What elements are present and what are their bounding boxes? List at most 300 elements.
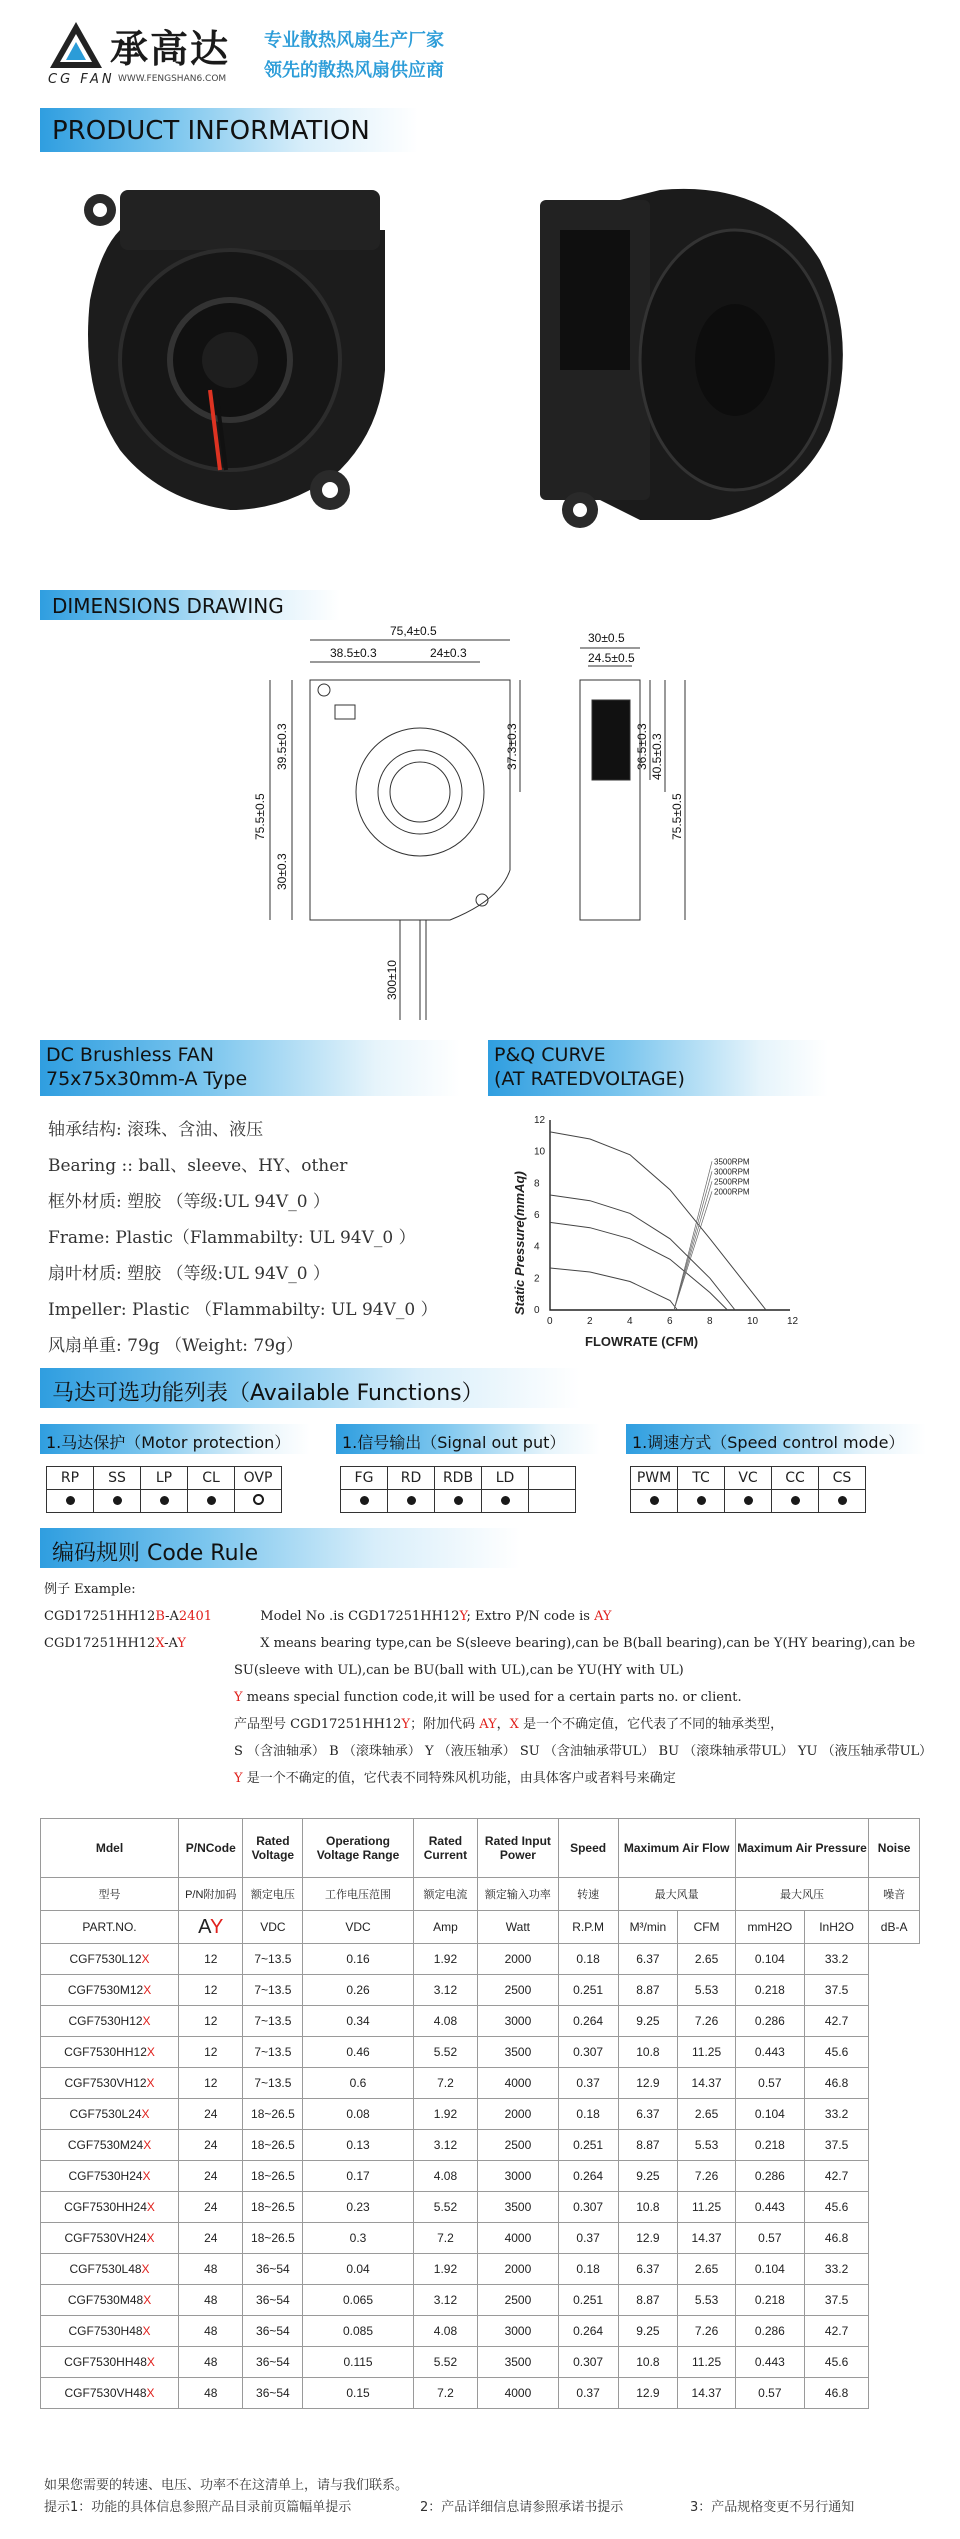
model-cell bbox=[41, 2347, 179, 2378]
unit-cell: VDC bbox=[243, 1911, 303, 1944]
y-tick-label: 0 bbox=[534, 1305, 540, 1316]
function-mark-cell bbox=[188, 1490, 235, 1513]
fan-side-photo bbox=[520, 170, 860, 550]
table-cell: 0.37 bbox=[558, 2068, 618, 2099]
table-cell: 7.26 bbox=[678, 2161, 736, 2192]
table-cell: 0.443 bbox=[735, 2037, 804, 2068]
table-cell: 46.8 bbox=[804, 2223, 868, 2254]
table-cell: 0.307 bbox=[558, 2347, 618, 2378]
header-cn-cell: 转速 bbox=[558, 1878, 618, 1911]
spec-weight: 风扇单重: 79g （Weight: 79g） bbox=[48, 1336, 303, 1356]
table-row bbox=[41, 2223, 920, 2254]
model-cell bbox=[41, 2099, 179, 2130]
code-x: X bbox=[155, 1636, 165, 1651]
function-code: RP bbox=[47, 1467, 94, 1490]
table-cell: 37.5 bbox=[804, 2285, 868, 2316]
table-cell: 0.264 bbox=[558, 2161, 618, 2192]
table-cell: 5.52 bbox=[413, 2347, 477, 2378]
table-cell: 2.65 bbox=[678, 1944, 736, 1975]
function-code: RDB bbox=[435, 1467, 482, 1490]
table-cell: 0.104 bbox=[735, 2099, 804, 2130]
table-cell: 0.218 bbox=[735, 2130, 804, 2161]
spec-bearing-en: Bearing :: ball、sleeve、HY、other bbox=[48, 1156, 348, 1176]
function-mark-row bbox=[341, 1490, 576, 1513]
filled-dot-icon bbox=[160, 1496, 169, 1505]
table-cell: 6.37 bbox=[618, 2099, 678, 2130]
table-cell: 0.04 bbox=[303, 2254, 413, 2285]
function-mark-cell bbox=[435, 1490, 482, 1513]
table-cell: 2500 bbox=[478, 2285, 559, 2316]
function-table-motor-protection bbox=[46, 1466, 282, 1513]
table-cell: 0.23 bbox=[303, 2192, 413, 2223]
table-cell: 45.6 bbox=[804, 2192, 868, 2223]
website-url: WWW.FENGSHAN6.COM bbox=[118, 74, 227, 84]
function-mark-cell bbox=[341, 1490, 388, 1513]
model-name: CGF7530H24 bbox=[68, 2169, 143, 2183]
filled-dot-icon bbox=[407, 1496, 416, 1505]
function-code: SS bbox=[94, 1467, 141, 1490]
table-cell: 0.286 bbox=[735, 2161, 804, 2192]
table-cell: 36~54 bbox=[243, 2347, 303, 2378]
y-tick-label: 8 bbox=[534, 1178, 540, 1190]
table-cell: 42.7 bbox=[804, 2006, 868, 2037]
section-dimensions bbox=[40, 590, 340, 620]
table-cell: 5.52 bbox=[413, 2192, 477, 2223]
code-text: Model No .is CGD17251HH12 bbox=[260, 1609, 460, 1624]
header-cn-cell: 型号 bbox=[41, 1878, 179, 1911]
table-cell: 12.9 bbox=[618, 2378, 678, 2409]
table-cell: 0.13 bbox=[303, 2130, 413, 2161]
header-cell: Maximum Air Flow bbox=[618, 1819, 735, 1878]
model-cell bbox=[41, 2223, 179, 2254]
y-tick-label: 6 bbox=[534, 1210, 540, 1221]
series-line-2000rpm bbox=[550, 1268, 677, 1310]
function-code: LD bbox=[482, 1467, 529, 1490]
table-cell: 12 bbox=[179, 2037, 243, 2068]
model-name: CGF7530L48 bbox=[69, 2262, 142, 2276]
filled-dot-icon bbox=[113, 1496, 122, 1505]
table-cell: 10.8 bbox=[618, 2347, 678, 2378]
model-cell bbox=[41, 2161, 179, 2192]
footer-note: 如果您需要的转速、电压、功率不在这清单上，请与我们联系。 bbox=[44, 2478, 409, 2493]
table-cell: 0.17 bbox=[303, 2161, 413, 2192]
table-cell: 3500 bbox=[478, 2192, 559, 2223]
table-cell: 24 bbox=[179, 2161, 243, 2192]
table-cell: 0.218 bbox=[735, 2285, 804, 2316]
table-cell: 48 bbox=[179, 2316, 243, 2347]
x-tick-label: 12 bbox=[787, 1316, 799, 1327]
table-row bbox=[41, 2068, 920, 2099]
table-cell: 4.08 bbox=[413, 2161, 477, 2192]
code-y: Y bbox=[234, 1771, 243, 1786]
table-cell: 8.87 bbox=[618, 2130, 678, 2161]
table-cell: 0.26 bbox=[303, 1975, 413, 2006]
table-cell: 0.065 bbox=[303, 2285, 413, 2316]
header-cell: P/NCode bbox=[179, 1819, 243, 1878]
function-mark-cell bbox=[725, 1490, 772, 1513]
model-cell bbox=[41, 2192, 179, 2223]
table-cell: 2000 bbox=[478, 1944, 559, 1975]
code-text: ， bbox=[496, 1717, 510, 1732]
function-mark-cell bbox=[388, 1490, 435, 1513]
table-cell: 24 bbox=[179, 2223, 243, 2254]
table-row bbox=[41, 2378, 920, 2409]
model-suffix: X bbox=[143, 2138, 152, 2152]
table-cell: 0.18 bbox=[558, 1944, 618, 1975]
model-cell bbox=[41, 2006, 179, 2037]
table-row bbox=[41, 2099, 920, 2130]
header-cell: Rated Voltage bbox=[243, 1819, 303, 1878]
function-group-motor-protection bbox=[40, 1424, 310, 1454]
table-cell: 0.08 bbox=[303, 2099, 413, 2130]
y-tick-label: 12 bbox=[534, 1115, 546, 1126]
spec-impeller-en: Impeller: Plastic （Flammabilty: UL 94V_0 ） bbox=[48, 1300, 438, 1320]
model-cell bbox=[41, 1975, 179, 2006]
table-cell: 0.15 bbox=[303, 2378, 413, 2409]
table-cell: 7.26 bbox=[678, 2006, 736, 2037]
section-code-rule bbox=[40, 1528, 520, 1568]
table-cell: 3.12 bbox=[413, 2285, 477, 2316]
table-cell: 5.53 bbox=[678, 2130, 736, 2161]
table-cell: 11.25 bbox=[678, 2192, 736, 2223]
table-cell: 1.92 bbox=[413, 2099, 477, 2130]
model-suffix: X bbox=[141, 2107, 150, 2121]
code-desc-3 bbox=[44, 1684, 924, 1711]
table-cell: 48 bbox=[179, 2378, 243, 2409]
filled-dot-icon bbox=[791, 1496, 800, 1505]
table-cell: 7~13.5 bbox=[243, 1944, 303, 1975]
table-cell: 45.6 bbox=[804, 2037, 868, 2068]
table-cell: 36~54 bbox=[243, 2254, 303, 2285]
function-group-signal-output bbox=[336, 1424, 600, 1454]
table-cell: 18~26.5 bbox=[243, 2099, 303, 2130]
table-cell: 9.25 bbox=[618, 2006, 678, 2037]
code-desc-4 bbox=[44, 1711, 924, 1738]
x-tick-label: 8 bbox=[707, 1316, 713, 1327]
function-mark-cell bbox=[141, 1490, 188, 1513]
function-code-row bbox=[341, 1467, 576, 1490]
table-cell: 0.443 bbox=[735, 2347, 804, 2378]
fan-type-line-1: DC Brushless FAN bbox=[46, 1044, 214, 1066]
dim-label: 38.5±0.3 bbox=[330, 646, 377, 660]
dimensions-drawing bbox=[220, 620, 720, 1030]
table-cell: 24 bbox=[179, 2130, 243, 2161]
dim-label: 24±0.3 bbox=[430, 646, 467, 660]
function-code: LP bbox=[141, 1467, 188, 1490]
legend-label: 3000RPM bbox=[714, 1167, 750, 1177]
section-functions bbox=[40, 1368, 580, 1408]
code-desc: X means bearing type,can be S(sleeve bearing),can be B(ball bearing),can be Y(HY bearing),can be bbox=[260, 1636, 916, 1651]
logo bbox=[48, 16, 248, 88]
header-cn-cell: 额定输入功率 bbox=[478, 1878, 559, 1911]
filled-dot-icon bbox=[454, 1496, 463, 1505]
table-cell: 24 bbox=[179, 2192, 243, 2223]
model-cell bbox=[41, 2037, 179, 2068]
model-name: CGF7530VH24 bbox=[64, 2231, 147, 2245]
filled-dot-icon bbox=[66, 1496, 75, 1505]
series-line-2500rpm bbox=[550, 1222, 727, 1310]
function-mark-cell bbox=[94, 1490, 141, 1513]
table-cell: 37.5 bbox=[804, 1975, 868, 2006]
code-desc-6 bbox=[44, 1765, 924, 1792]
table-cell: 3000 bbox=[478, 2316, 559, 2347]
table-cell: 0.251 bbox=[558, 2130, 618, 2161]
function-mark-row bbox=[47, 1490, 282, 1513]
function-code: PWM bbox=[631, 1467, 678, 1490]
table-cell: 10.8 bbox=[618, 2037, 678, 2068]
spec-table bbox=[40, 1818, 920, 2409]
table-cell: 11.25 bbox=[678, 2037, 736, 2068]
table-cell: 12 bbox=[179, 2006, 243, 2037]
y-axis-label: Static Pressure(mmAq) bbox=[512, 1171, 527, 1315]
empty-cell bbox=[529, 1490, 576, 1513]
table-cell: 36~54 bbox=[243, 2378, 303, 2409]
model-cell bbox=[41, 1944, 179, 1975]
model-suffix: X bbox=[142, 2014, 151, 2028]
code-text: ；附加代码 bbox=[410, 1717, 480, 1732]
table-cell: 12 bbox=[179, 2068, 243, 2099]
brand-english: CG FAN bbox=[48, 72, 115, 87]
x-tick-label: 0 bbox=[547, 1316, 553, 1327]
dim-label: 300±10 bbox=[385, 960, 399, 1000]
x-tick-label: 10 bbox=[747, 1316, 759, 1327]
spec-frame-en: Frame: Plastic（Flammabilty: UL 94V_0 ） bbox=[48, 1228, 416, 1248]
table-cell: 0.286 bbox=[735, 2316, 804, 2347]
table-header-cn-row bbox=[41, 1878, 920, 1911]
footer-tip-1: 提示1：功能的具体信息参照产品目录前页篇幅单提示 bbox=[44, 2500, 352, 2515]
table-cell: 4.08 bbox=[413, 2006, 477, 2037]
section-pq-curve bbox=[488, 1040, 828, 1096]
table-cell: 0.443 bbox=[735, 2192, 804, 2223]
unit-cell: PART.NO. bbox=[41, 1911, 179, 1944]
spec-list bbox=[48, 1112, 488, 1364]
table-cell: 42.7 bbox=[804, 2161, 868, 2192]
table-cell: 11.25 bbox=[678, 2347, 736, 2378]
pq-line-1: P&Q CURVE bbox=[494, 1044, 606, 1066]
table-cell: 0.104 bbox=[735, 1944, 804, 1975]
table-cell: 7.26 bbox=[678, 2316, 736, 2347]
function-code-row bbox=[631, 1467, 866, 1490]
header-cn-cell: 额定电压 bbox=[243, 1878, 303, 1911]
model-cell bbox=[41, 2130, 179, 2161]
model-cell bbox=[41, 2316, 179, 2347]
header-cn-cell: 最大风量 bbox=[618, 1878, 735, 1911]
legend-leader-line bbox=[674, 1191, 712, 1310]
table-row bbox=[41, 1975, 920, 2006]
table-row bbox=[41, 2254, 920, 2285]
footer-tip-3: 3：产品规格变更不另行通知 bbox=[690, 2500, 855, 2515]
spec-impeller-cn: 扇叶材质: 塑胶 （等级:UL 94V_0 ） bbox=[48, 1264, 330, 1284]
header-cell: Mdel bbox=[41, 1819, 179, 1878]
table-cell: 0.085 bbox=[303, 2316, 413, 2347]
table-cell: 48 bbox=[179, 2347, 243, 2378]
model-name: CGF7530H48 bbox=[68, 2324, 143, 2338]
pq-line-2: (AT RATEDVOLTAGE) bbox=[494, 1068, 685, 1090]
function-group-speed-control bbox=[626, 1424, 926, 1454]
filled-dot-icon bbox=[650, 1496, 659, 1505]
section-title: PRODUCT INFORMATION bbox=[52, 116, 370, 146]
table-cell: 12 bbox=[179, 1975, 243, 2006]
table-cell: 46.8 bbox=[804, 2068, 868, 2099]
table-cell: 1.92 bbox=[413, 2254, 477, 2285]
code-text: -A bbox=[164, 1636, 178, 1651]
model-name: CGF7530VH12 bbox=[64, 2076, 147, 2090]
table-cell: 2000 bbox=[478, 2254, 559, 2285]
function-mark-cell bbox=[678, 1490, 725, 1513]
model-name: CGF7530M24 bbox=[67, 2138, 144, 2152]
spec-frame-cn: 框外材质: 塑胶 （等级:UL 94V_0 ） bbox=[48, 1192, 330, 1212]
table-cell: 48 bbox=[179, 2254, 243, 2285]
table-cell: 1.92 bbox=[413, 1944, 477, 1975]
unit-cell: Watt bbox=[478, 1911, 559, 1944]
table-cell: 4.08 bbox=[413, 2316, 477, 2347]
table-cell: 12.9 bbox=[618, 2223, 678, 2254]
function-mark-cell bbox=[482, 1490, 529, 1513]
table-cell: 37.5 bbox=[804, 2130, 868, 2161]
model-suffix: X bbox=[146, 2076, 155, 2090]
table-cell: 0.3 bbox=[303, 2223, 413, 2254]
y-tick-label: 10 bbox=[534, 1146, 546, 1158]
pq-curve-chart bbox=[500, 1110, 830, 1360]
dim-label: 30±0.3 bbox=[275, 853, 289, 890]
function-group-title: 1.调速方式（Speed control mode） bbox=[632, 1433, 905, 1452]
table-cell: 0.46 bbox=[303, 2037, 413, 2068]
dim-label: 30±0.5 bbox=[588, 631, 625, 645]
legend-leader-line bbox=[674, 1181, 712, 1310]
section-title: 马达可选功能列表（Available Functions） bbox=[52, 1381, 484, 1406]
table-cell: 48 bbox=[179, 2285, 243, 2316]
table-cell: 0.16 bbox=[303, 1944, 413, 1975]
filled-dot-icon bbox=[697, 1496, 706, 1505]
table-cell: 36~54 bbox=[243, 2316, 303, 2347]
table-cell: 2500 bbox=[478, 2130, 559, 2161]
table-cell: 7.2 bbox=[413, 2068, 477, 2099]
dim-label: 75.5±0.5 bbox=[670, 793, 684, 840]
open-circle-icon bbox=[253, 1494, 264, 1505]
table-row bbox=[41, 2161, 920, 2192]
code-y: Y bbox=[401, 1717, 411, 1732]
filled-dot-icon bbox=[501, 1496, 510, 1505]
table-cell: 0.307 bbox=[558, 2192, 618, 2223]
function-code: TC bbox=[678, 1467, 725, 1490]
section-title: DIMENSIONS DRAWING bbox=[52, 594, 284, 618]
header-cn-cell: 最大风压 bbox=[735, 1878, 868, 1911]
code-extra: 2401 bbox=[178, 1609, 212, 1624]
model-suffix: X bbox=[141, 2262, 150, 2276]
dim-label: 39.5±0.3 bbox=[275, 723, 289, 770]
table-cell: 7.2 bbox=[413, 2223, 477, 2254]
table-row bbox=[41, 2316, 920, 2347]
header-cn-cell: 噪音 bbox=[869, 1878, 920, 1911]
header-cell: Maximum Air Pressure bbox=[735, 1819, 868, 1878]
code-desc-2: SU(sleeve with UL),can be BU(ball with UL),can be YU(HY with UL) bbox=[234, 1663, 684, 1678]
model-name: CGF7530HH24 bbox=[64, 2200, 147, 2214]
code-y: Y bbox=[234, 1690, 243, 1705]
function-table-speed-control bbox=[630, 1466, 866, 1513]
function-table-signal-output bbox=[340, 1466, 576, 1513]
dim-label: 40.5±0.3 bbox=[650, 733, 664, 780]
function-code: VC bbox=[725, 1467, 772, 1490]
legend-label: 2500RPM bbox=[714, 1177, 750, 1187]
unit-cell: R.P.M bbox=[558, 1911, 618, 1944]
table-cell: 18~26.5 bbox=[243, 2223, 303, 2254]
table-cell: 0.104 bbox=[735, 2254, 804, 2285]
table-cell: 36~54 bbox=[243, 2285, 303, 2316]
table-cell: 0.286 bbox=[735, 2006, 804, 2037]
unit-cell: dB-A bbox=[869, 1911, 920, 1944]
code-rule-block bbox=[44, 1576, 933, 1792]
table-cell: 2000 bbox=[478, 2099, 559, 2130]
table-header-row bbox=[41, 1819, 920, 1878]
section-title: 编码规则 Code Rule bbox=[52, 1541, 259, 1566]
table-cell: 0.37 bbox=[558, 2378, 618, 2409]
filled-dot-icon bbox=[744, 1496, 753, 1505]
model-suffix: X bbox=[146, 2045, 155, 2059]
unit-cell: CFM bbox=[678, 1911, 736, 1944]
table-cell: 9.25 bbox=[618, 2316, 678, 2347]
code-text: ; Extro P/N code is bbox=[466, 1609, 595, 1624]
table-cell: 5.53 bbox=[678, 1975, 736, 2006]
table-cell: 14.37 bbox=[678, 2068, 736, 2099]
table-cell: 14.37 bbox=[678, 2223, 736, 2254]
table-cell: 0.57 bbox=[735, 2068, 804, 2099]
function-group-title: 1.信号输出（Signal out put） bbox=[342, 1433, 566, 1452]
function-code: CL bbox=[188, 1467, 235, 1490]
model-name: CGF7530L12 bbox=[69, 1952, 142, 1966]
section-product-info bbox=[40, 108, 418, 152]
code-text: CGD17251HH12 bbox=[44, 1609, 156, 1624]
x-tick-label: 6 bbox=[667, 1316, 673, 1327]
table-units-row bbox=[41, 1911, 920, 1944]
footer-tip-2: 2：产品详细信息请参照承诺书提示 bbox=[420, 2500, 624, 2515]
table-cell: 2.65 bbox=[678, 2099, 736, 2130]
table-cell: 3.12 bbox=[413, 2130, 477, 2161]
table-cell: 4000 bbox=[478, 2223, 559, 2254]
table-cell: 0.18 bbox=[558, 2254, 618, 2285]
table-cell: 3000 bbox=[478, 2161, 559, 2192]
filled-dot-icon bbox=[207, 1496, 216, 1505]
table-row bbox=[41, 2130, 920, 2161]
model-suffix: X bbox=[146, 2355, 155, 2369]
table-cell: 7~13.5 bbox=[243, 2068, 303, 2099]
model-cell bbox=[41, 2285, 179, 2316]
table-cell: 12 bbox=[179, 1944, 243, 1975]
dim-label: 24.5±0.5 bbox=[588, 651, 635, 665]
table-cell: 33.2 bbox=[804, 2254, 868, 2285]
logo-triangle-icon bbox=[48, 20, 104, 70]
function-code: CC bbox=[772, 1467, 819, 1490]
unit-cell: mmH2O bbox=[735, 1911, 804, 1944]
table-cell: 0.57 bbox=[735, 2223, 804, 2254]
table-cell: 5.53 bbox=[678, 2285, 736, 2316]
header-cell: Speed bbox=[558, 1819, 618, 1878]
section-fan-type bbox=[40, 1040, 460, 1096]
table-cell: 24 bbox=[179, 2099, 243, 2130]
brand-name: 承高达 bbox=[110, 27, 231, 71]
function-mark-cell bbox=[772, 1490, 819, 1513]
header-cell: Rated Input Power bbox=[478, 1819, 559, 1878]
table-row bbox=[41, 1944, 920, 1975]
x-axis-label: FLOWRATE (CFM) bbox=[585, 1334, 699, 1349]
model-suffix: X bbox=[143, 2293, 152, 2307]
x-tick-label: 4 bbox=[627, 1316, 633, 1327]
table-cell: 7.2 bbox=[413, 2378, 477, 2409]
table-cell: 42.7 bbox=[804, 2316, 868, 2347]
code-text: -A bbox=[165, 1609, 179, 1624]
pn-code-cell bbox=[179, 1911, 243, 1944]
example-label: 例子 Example: bbox=[44, 1582, 136, 1597]
code-text: 是一个不确定的值，它代表不同特殊风机功能，由具体客户或者料号来确定 bbox=[242, 1771, 676, 1786]
